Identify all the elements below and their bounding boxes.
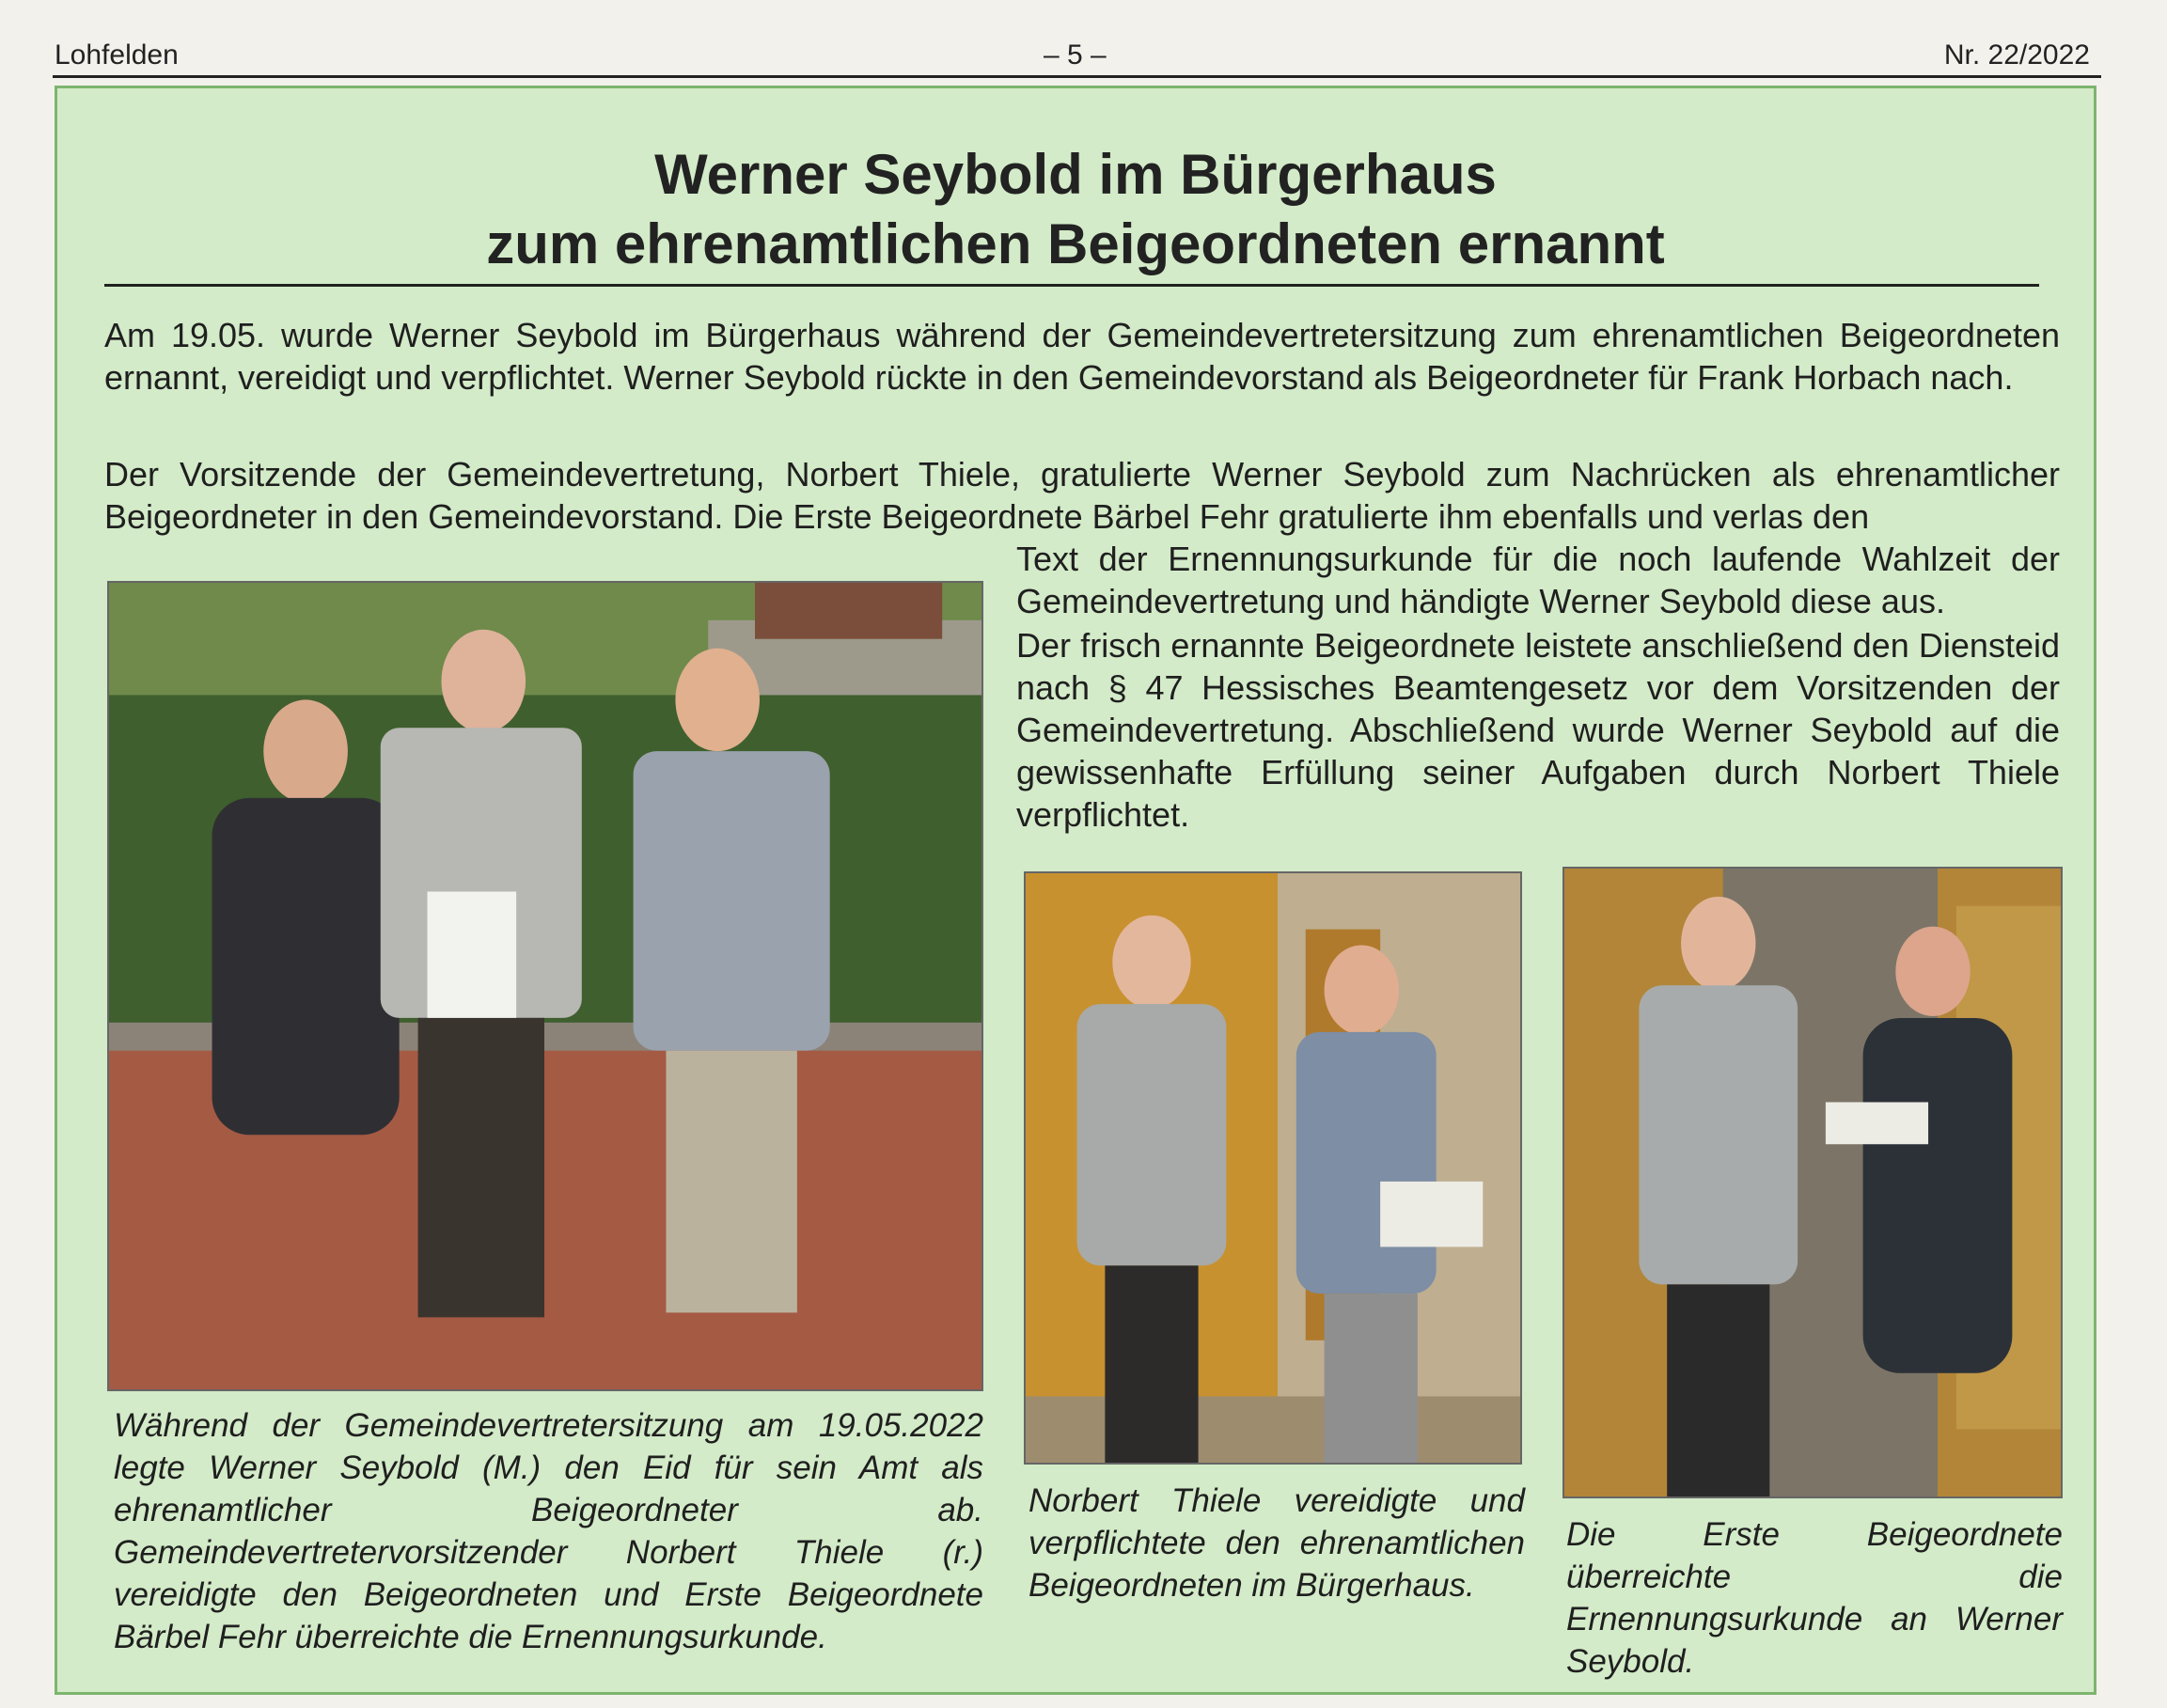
page-number: – 5 – (1044, 39, 1107, 71)
article-box (55, 86, 2096, 1695)
paragraph-appointment: Am 19.05. wurde Werner Seybold im Bürgerhaus während der Gemeindevertretersitzung zum ehrenamtlichen Beigeordneten ernannt, vereidigt und verpflichtet. Werner Seybold rückte in den Gemeindevorstand als Beigeordneter für Frank Horbach nach. (104, 316, 2060, 397)
issue-number: Nr. 22/2022 (1943, 39, 2090, 71)
oath-photo-caption: Norbert Thiele vereidigte und verpflichtete den ehrenamtlichen Beigeordneten im Bürgerhaus. (1029, 1482, 1525, 1604)
publication-name: Lohfelden (55, 39, 179, 71)
paragraph-congratulations-cont: Text der Ernennungsurkunde für die noch laufende Wahlzeit der Gemeindevertretung und händigte Werner Seybold diese aus. (1016, 540, 2060, 620)
header-divider (53, 75, 2101, 78)
paragraph-congratulations: Der Vorsitzende der Gemeindevertretung, Norbert Thiele, gratulierte Werner Seybold zum Nachrücken als ehrenamtlicher Beigeordneter in den Gemeindevorstand. Die Erste Beigeordnete Bärbel Fehr gratulierte ihm ebenfalls und verlas den (104, 455, 2060, 536)
group-photo (107, 581, 983, 1391)
headline-line-2: zum ehrenamtlichen Beigeordneten ernannt (486, 212, 1665, 275)
certificate-photo-caption: Die Erste Beigeordnete überreichte die Ernennungsurkunde an Werner Seybold. (1566, 1516, 2063, 1680)
headline-divider (104, 284, 2039, 287)
oath-photo (1024, 871, 1522, 1465)
paragraph-oath: Der frisch ernannte Beigeordnete leistete anschließend den Diensteid nach § 47 Hessisches Beamtengesetz vor dem Vorsitzenden der Gemeindevertretung. Abschließend wurde Werner Seybold auf die gewissenhafte Erfüllung seiner Aufgaben durch Norbert Thiele verpflichtet. (1016, 626, 2060, 834)
group-photo-caption: Während der Gemeindevertretersitzung am 19.05.2022 legte Werner Seybold (M.) den Eid für sein Amt als ehrenamtlicher Beigeordneter ab. Gemeindevertretervorsitzender Norbert Thiele (r.) vereidigte den Beigeordneten und Erste Beigeordnete Bärbel Fehr überreichte die Ernennungsurkunde. (114, 1407, 983, 1655)
headline-line-1: Werner Seybold im Bürgerhaus (654, 143, 1497, 206)
article-headline (57, 140, 2094, 279)
certificate-photo (1562, 867, 2063, 1498)
